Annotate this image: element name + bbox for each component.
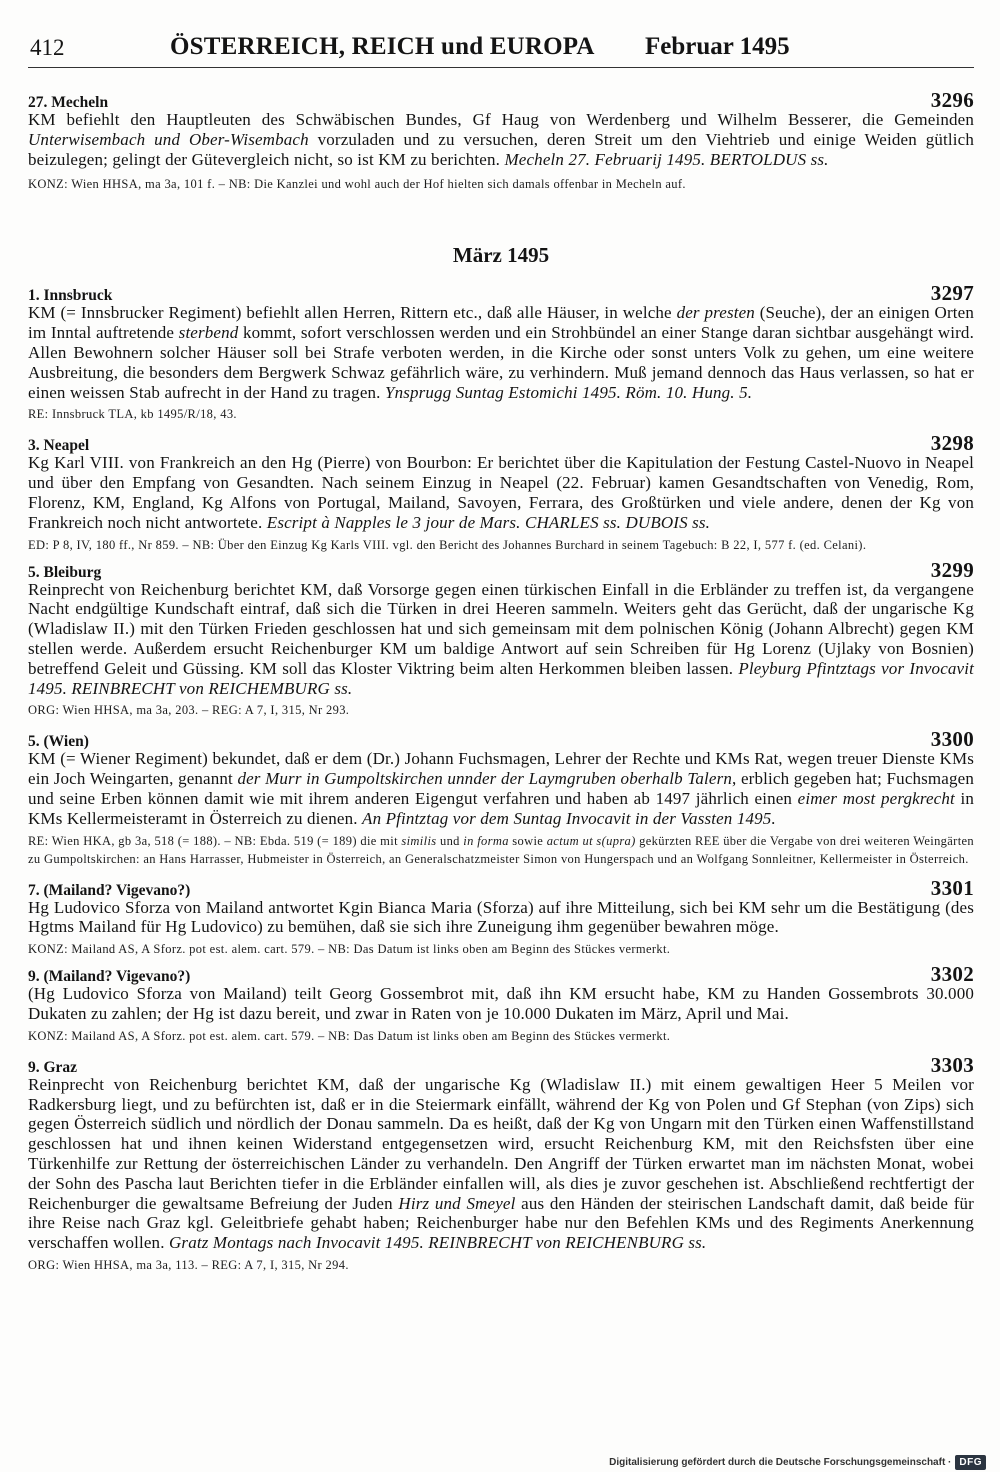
entry-date-place: 5. Bleiburg	[28, 563, 102, 581]
entry-body	[28, 303, 974, 402]
entry-number: 3300	[930, 727, 974, 752]
entry-number: 3296	[930, 88, 974, 112]
entry-3298	[28, 433, 974, 553]
entry-source	[28, 536, 974, 554]
month-heading: März 1495	[452, 243, 550, 268]
entry-date-place: 3. Neapel	[28, 437, 90, 455]
roman-text: KM (= Wiener Regiment) bekundet, daß er dem (Dr.) Johann Fuchsmagen, Lehrer der Rechte und KMs Rat, wegen treuer Dienste KMs ein Joch Weingarten, genannt	[28, 749, 974, 789]
roman-text: Reinprecht von Reichenburg berichtet KM, daß der ungarische Kg (Wladislaw II.) mit einem gewaltigen Heer 5 Meilen vor Radkersburg liegt, und zu befürchten ist, daß er in die Steiermark einfällt, während der Kg von Polen und Gf Stephan (von Zips) sich gegen Österreich südlich und nördlich der Donau sammeln. Da es heißt, daß der Kg von Ungarn mit den Türken einen Waffenstillstand geschlossen hat und ihnen keinen Widerstand entgegensetzen wird, ersucht Reichenburg KM, mit den Reichsfsten über eine Türkenhilfe zur Rettung der österreichischen Länder zu verhandeln. Den Angriff der Türken erwartet man im nächsten Monat, wobei der Sohn des Pascha laut Berichten tiefer in die Erbländer einfallen will, als dies je zuvor geschehen ist. Abschließend rechtfertigt der Reichenburger die gewaltsame Befreiung der Juden	[28, 1074, 974, 1213]
roman-text: KONZ: Wien HHSA, ma 3a, 101 f. – NB: Die Kanzlei und wohl auch der Hof hielten sich damals offenbar in Mecheln auf.	[28, 177, 686, 192]
entry-3303	[28, 1052, 974, 1274]
roman-text: KM (= Innsbrucker Regiment) befiehlt allen Herren, Rittern etc., daß alle Häuser, in welche	[28, 303, 677, 323]
entry-source	[28, 832, 974, 868]
entry-3301	[28, 875, 974, 959]
entry-date-place: 1. Innsbruck	[28, 287, 113, 305]
entry-source	[28, 940, 974, 958]
entry-number: 3301	[930, 875, 974, 900]
italic-text: der Murr in Gumpoltskirchen unnder der Laymgruben oberhalb Talern	[237, 769, 733, 789]
roman-text: gekürzten REE über die Vergabe von drei weiteren Weingärten zu Gumpoltskirchen: an Hans Harrasser, Hubmeister in Österreich, an Generalschatzmeister Simon von Hungerspach und an Wolfgang Sonnleitner, Kellermeister in Österreich.	[28, 833, 975, 866]
roman-text: ORG: Wien HHSA, ma 3a, 113. – REG: A 7, I, 315, Nr 294.	[28, 1257, 349, 1272]
entry-header	[28, 557, 974, 582]
roman-text: und	[436, 833, 464, 848]
roman-text: kommt, sofort verschlossen werden und ein Strohbündel an einer Stange daran sichtbar ausgehängt wird. Allen Bewohnern solcher Häuser soll bei Strafe verboten werden, in die Kirche oder sonst unters Volk zu gehen, um eine weitere Ausbreitung, die besonders dem Bergwerk Schwaz gefährlich wäre, zu verhindern. Muß jemand dennoch das Haus verlassen, so hat er einen weissen Stab aufrecht in der Hand zu tragen.	[28, 323, 974, 402]
italic-text: der presten	[676, 303, 755, 323]
entry-header	[28, 281, 974, 306]
italic-text: Pleyburg Pfintztags vor Invocavit 1495. REINBRECHT von REICHEMBURG ss.	[28, 658, 974, 698]
roman-text: KONZ: Mailand AS, A Sforz. pot est. alem. cart. 579. – NB: Das Datum ist links oben am Beginn des Stückes vermerkt.	[28, 1028, 671, 1043]
italic-text: actum ut s(upra)	[546, 833, 636, 848]
entry-source	[28, 701, 974, 719]
entry-source	[28, 175, 974, 193]
entry-source	[28, 405, 974, 423]
entry-header	[28, 727, 974, 752]
digitization-credit	[609, 1453, 986, 1471]
entry-date-place: 27. Mecheln	[28, 94, 109, 111]
entry-body	[28, 580, 974, 699]
entry-3297	[28, 283, 974, 423]
entry-body	[28, 1075, 974, 1253]
roman-text: KONZ: Mailand AS, A Sforz. pot est. alem. cart. 579. – NB: Das Datum ist links oben am Beginn des Stückes vermerkt.	[28, 942, 671, 957]
entry-3300	[28, 729, 974, 867]
roman-text: Kg Karl VIII. von Frankreich an den Hg (Pierre) von Bourbon: Er berichtet über die Kapitulation der Festung Castel-Nuovo in Neapel und über den Empfang von Gesandten. Nach seinem Einzug in Neapel (22. Februar) kamen Gesandtschaften von Venedig, Rom, Florenz, KM, England, Kg Alfons von Portugal, Mailand, Savoyen, Ferrara, des Großtürken und viele andere, denen der Kg von Frankreich noch nicht antwortete.	[28, 453, 974, 532]
italic-text: in forma	[463, 833, 509, 848]
roman-text: (Seuche), der an einigen Orten im Inntal auftretende	[28, 303, 974, 343]
roman-text: , erblich gegeben hat; Fuchsmagen und seine Erben können damit wie mit ihrem anderen Eigengut verfahren und haben ab 1497 jährlich einen	[28, 769, 974, 808]
entry-body	[28, 453, 974, 532]
italic-text: Unterwisembach und Ober-Wisembach	[28, 129, 309, 149]
entry-number: 3297	[930, 281, 974, 306]
entry-source	[28, 1256, 974, 1274]
entry-3299	[28, 557, 974, 720]
entry-date-place: 9. Graz	[28, 1058, 78, 1076]
entry-body	[28, 984, 974, 1024]
entry-3296	[28, 90, 974, 193]
roman-text: vorzuladen und zu versuchen, deren Streit um den Viehtrieb und einige Weiden gütlich beizulegen; gelingt der Gütevergleich nicht, so ist KM zu berichten.	[28, 129, 974, 169]
entry-3302	[28, 964, 974, 1045]
entry-body	[28, 898, 974, 938]
entry-header	[28, 431, 974, 456]
running-period: Februar 1495	[645, 33, 790, 60]
entry-date-place: 7. (Mailand? Vigevano?)	[28, 881, 191, 899]
entry-number: 3302	[930, 962, 974, 987]
roman-text: in KMs Kellermeisteramt in Österreich zu dienen.	[28, 788, 974, 828]
page-content	[28, 68, 974, 1274]
entry-header	[28, 962, 974, 987]
entry-body	[28, 749, 974, 828]
italic-text: Escript à Napples le 3 jour de Mars. CHARLES ss. DUBOIS ss.	[266, 512, 711, 532]
entry-header	[28, 90, 974, 110]
entry-number: 3299	[930, 557, 974, 582]
credit-text: Digitalisierung gefördert durch die Deutsche Forschungsgemeinschaft ·	[609, 1456, 952, 1468]
italic-text: similis	[401, 833, 437, 848]
page-number: 412	[30, 35, 65, 60]
running-title: ÖSTERREICH, REICH und EUROPA	[170, 33, 595, 60]
entry-body	[28, 110, 974, 169]
roman-text: ORG: Wien HHSA, ma 3a, 203. – REG: A 7, I, 315, Nr 293.	[28, 703, 350, 718]
entry-header	[28, 875, 974, 900]
entry-number: 3303	[930, 1052, 974, 1077]
entry-date-place: 9. (Mailand? Vigevano?)	[28, 968, 191, 986]
entry-number: 3298	[930, 431, 974, 456]
roman-text: KM befiehlt den Hauptleuten des Schwäbischen Bundes, Gf Haug von Werdenberg und Wilhelm Besserer, die Gemeinden	[28, 110, 974, 129]
roman-text: sowie	[508, 833, 547, 848]
roman-text: aus den Händen der steirischen Landschaft damit, daß beide für ihre Reise nach Graz kgl. Geleitbriefe gehabt haben; Reichenburger habe nur den Befehlen KMs und des Regiments Anerkennung verschaffen wollen.	[28, 1193, 974, 1253]
italic-text: Mecheln 27. Februarij 1495. BERTOLDUS ss.	[504, 149, 829, 169]
roman-text: Reinprecht von Reichenburg berichtet KM, daß Vorsorge gegen einen türkischen Einfall in die Erbländer zu treffen ist, da vergangene Nacht endgültige Kundschaft eintraf, daß sich die Türken in drei Heeren sammeln. Weiters geht das Gerücht, daß der ungarische Kg (Wladislaw II.) mit den Türken Frieden geschlossen hat und sich gemeinsam mit dem polnischen König (Johann Albrecht) gegen KM stellen werde. Außerdem ersucht Reichenburger KM um baldige Antwort auf sein Schreiben für Hg Lorenz (Ujlaky von Bosnien) betreffend Geleit und Güssing. KM soll das Kloster Viktring beim alten Herkommen bleiben lassen.	[28, 579, 974, 678]
entry-header	[28, 1052, 974, 1077]
italic-text: sterbend	[178, 323, 239, 343]
roman-text: RE: Wien HKA, gb 3a, 518 (= 188). – NB: Ebda. 519 (= 189) die mit	[28, 833, 402, 848]
italic-text: Gratz Montags nach Invocavit 1495. REINBRECHT von REICHENBURG ss.	[169, 1233, 707, 1253]
italic-text: An Pfintztag vor dem Suntag Invocavit in der Vassten 1495.	[362, 808, 776, 828]
roman-text: Hg Ludovico Sforza von Mailand antwortet Kgin Bianca Maria (Sforza) auf ihre Mitteilung, sich bei KM sehr um die Bestätigung (des Hgtms Mailand für Hg Ludovico) zu bemühen, daß sie sich ihre Zuneigung ihm gegenüber bewahren möge.	[28, 897, 974, 937]
dfg-logo: DFG	[955, 1455, 986, 1470]
italic-text: Ynsprugg Suntag Estomichi 1495. Röm. 10. Hung. 5.	[384, 382, 753, 402]
roman-text: (Hg Ludovico Sforza von Mailand) teilt Georg Gossembrot mit, daß ihn KM ersucht habe, KM zu Handen Gossembrots 30.000 Dukaten zu zahlen; der Hg ist dazu bereit, und zwar in Raten von je 10.000 Dukaten im März, April und Mai.	[28, 984, 974, 1023]
running-header	[28, 30, 974, 68]
entry-source	[28, 1027, 974, 1045]
italic-text: eimer most pergkrecht	[797, 788, 955, 808]
roman-text: RE: Innsbruck TLA, kb 1495/R/18, 43.	[28, 407, 237, 422]
italic-text: Hirz und Smeyel	[398, 1193, 516, 1213]
roman-text: ED: P 8, IV, 180 ff., Nr 859. – NB: Über den Einzug Kg Karls VIII. vgl. den Bericht des Johannes Burchard in seinem Tagebuch: B 22, I, 577 f. (ed. Celani).	[28, 537, 867, 552]
entry-date-place: 5. (Wien)	[28, 733, 89, 751]
